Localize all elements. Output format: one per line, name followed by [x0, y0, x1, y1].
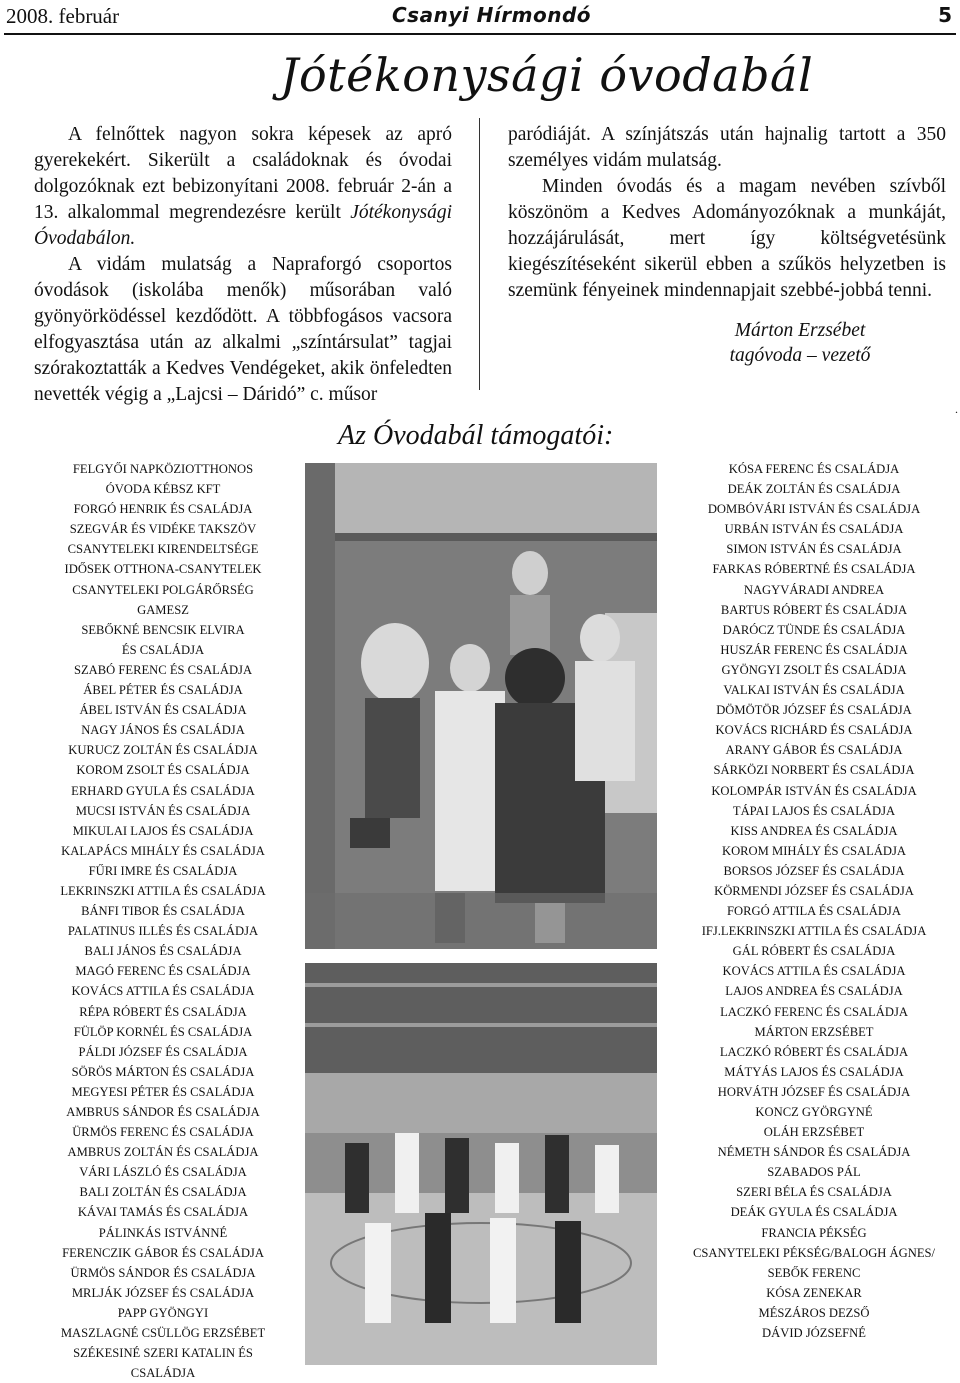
page-number: 5: [938, 3, 952, 27]
article-title: Jótékonysági óvodabál: [280, 48, 814, 102]
sponsor-name: MRLJÁK JÓZSEF ÉS CSALÁDJA: [71, 1285, 255, 1300]
signature-name: Márton Erzsébet: [734, 320, 866, 341]
sponsor-name: SÁRKÖZI NORBERT ÉS CSALÁDJA: [713, 763, 915, 778]
sponsor-name: PAPP GYÖNGYI: [117, 1305, 209, 1320]
paragraph: A vidám mulatság a Napraforgó csoportos óvodások (iskolába menők) műsorában való gyönyörködéssel kezdődött. A többfogásos vacsora elfogyasztása után az alkalmi „színtársulat” tagjai szórakoztatták a Kedves Vendégeket, akik önfeledten nevették végig a „Lajcsi – Dáridó” c. műsor: [34, 254, 452, 405]
sponsor-name: FORGÓ HENRIK ÉS CSALÁDJA: [73, 502, 253, 517]
sponsor-name: TÁPAI LAJOS ÉS CSALÁDJA: [732, 803, 896, 818]
sponsor-name: MEGYESI PÉTER ÉS CSALÁDJA: [71, 1084, 255, 1099]
sponsor-name: MÁRTON ERZSÉBET: [754, 1024, 874, 1039]
sponsor-name: KOVÁCS ATTILA ÉS CSALÁDJA: [71, 984, 255, 999]
sponsor-name: CSANYTELEKI PÉKSÉG/BALOGH ÁGNES/: [692, 1245, 936, 1260]
sponsor-name: FERENCZIK GÁBOR ÉS CSALÁDJA: [62, 1245, 264, 1260]
sponsor-name: SEBŐKNÉ BENCSIK ELVIRA: [81, 622, 245, 637]
sponsor-name: VÁRI LÁSZLÓ ÉS CSALÁDJA: [79, 1165, 247, 1180]
sponsor-name: FORGÓ ATTILA ÉS CSALÁDJA: [727, 904, 901, 919]
sponsor-name: ÁBEL PÉTER ÉS CSALÁDJA: [83, 683, 243, 698]
sponsor-name: CSALÁDJA: [130, 1366, 196, 1381]
sponsor-name: BARTUS RÓBERT ÉS CSALÁDJA: [720, 602, 908, 617]
sponsor-name: IDŐSEK OTTHONA-CSANYTELEK: [64, 562, 262, 577]
sponsor-name: LAJOS ANDREA ÉS CSALÁDJA: [725, 984, 903, 999]
sponsor-name: MAGÓ FERENC ÉS CSALÁDJA: [75, 964, 251, 979]
header-rule: [4, 33, 956, 35]
sponsor-name: KURUCZ ZOLTÁN ÉS CSALÁDJA: [68, 743, 258, 758]
column-divider: [479, 118, 480, 390]
sponsor-name: GAMESZ: [137, 602, 189, 617]
sponsor-name: SZERI BÉLA ÉS CSALÁDJA: [736, 1185, 892, 1200]
paragraph: Minden óvodás és a magam nevében szívből köszönöm a Kedves Adományozóknak a munkáját, hozzájárulását, mert így költségvetésünk kiegészítéseként sikerül ebben a szűkös helyzetben is szemünk fényeinek mindennapjait szebbé-jobbá tenni.: [508, 176, 946, 301]
sponsor-name: KOVÁCS RICHÁRD ÉS CSALÁDJA: [715, 723, 913, 738]
sponsor-name: LACZKÓ RÓBERT ÉS CSALÁDJA: [719, 1044, 909, 1059]
sponsor-name: ÉS CSALÁDJA: [121, 642, 205, 657]
page-header: [0, 0, 960, 36]
children-dance-photo: [305, 963, 657, 1365]
sponsor-name: MUCSI ISTVÁN ÉS CSALÁDJA: [75, 803, 251, 818]
sponsor-name: ERHARD GYULA ÉS CSALÁDJA: [71, 783, 255, 798]
sponsor-name: FARKAS RÓBERTNÉ ÉS CSALÁDJA: [712, 562, 916, 577]
sponsor-name: FŰRI IMRE ÉS CSALÁDJA: [88, 863, 238, 878]
sponsor-name: ÁBEL ISTVÁN ÉS CSALÁDJA: [79, 703, 247, 718]
sponsor-name: ÜRMÖS FERENC ÉS CSALÁDJA: [72, 1125, 254, 1140]
sponsor-name: SZEGVÁR ÉS VIDÉKE TAKSZÖV: [69, 522, 257, 537]
article-right-column: [508, 122, 946, 304]
sponsor-name: LACZKÓ FERENC ÉS CSALÁDJA: [720, 1004, 908, 1019]
sponsor-name: SZABADOS PÁL: [767, 1165, 861, 1180]
sponsor-name: KOLOMPÁR ISTVÁN ÉS CSALÁDJA: [711, 783, 917, 798]
sponsor-name: URBÁN ISTVÁN ÉS CSALÁDJA: [724, 522, 904, 537]
sponsor-name: CSANYTELEKI POLGÁRŐRSÉG: [72, 582, 254, 597]
sponsor-name: MÁTYÁS LAJOS ÉS CSALÁDJA: [724, 1064, 904, 1079]
sponsors-title: Az Óvodabál támogatói:: [338, 420, 614, 451]
sponsor-list-right: [668, 459, 960, 1343]
issue-date: 2008. február: [6, 4, 120, 28]
sponsor-name: PÁLINKÁS ISTVÁNNÉ: [98, 1225, 228, 1240]
sponsor-name: DEÁK ZOLTÁN ÉS CSALÁDJA: [727, 482, 901, 497]
sponsor-name: NÉMETH SÁNDOR ÉS CSALÁDJA: [717, 1145, 911, 1160]
paragraph: paródiáját. A színjátszás után hajnalig tartott a 350 személyes vidám mulatság.: [508, 124, 946, 171]
sponsor-name: DEÁK GYULA ÉS CSALÁDJA: [730, 1205, 898, 1220]
sponsor-name: KOROM ZSOLT ÉS CSALÁDJA: [76, 763, 250, 778]
publication-title: Csanyi Hírmondó: [392, 3, 592, 27]
sponsor-name: NAGYVÁRADI ANDREA: [743, 582, 885, 597]
sponsor-name: CSANYTELEKI KIRENDELTSÉGE: [67, 542, 259, 557]
sponsor-name: IFJ.LEKRINSZKI ATTILA ÉS CSALÁDJA: [701, 924, 927, 939]
sponsor-name: KALAPÁCS MIHÁLY ÉS CSALÁDJA: [61, 843, 265, 858]
signature-role: tagóvoda – vezető: [729, 345, 871, 366]
sponsor-name: ARANY GÁBOR ÉS CSALÁDJA: [725, 743, 903, 758]
sponsor-name: GÁL RÓBERT ÉS CSALÁDJA: [732, 944, 896, 959]
sponsor-name: AMBRUS ZOLTÁN ÉS CSALÁDJA: [67, 1145, 259, 1160]
sponsor-name: KOROM MIHÁLY ÉS CSALÁDJA: [721, 843, 907, 858]
stray-dot: .: [955, 402, 958, 416]
sponsor-name: BALI JÁNOS ÉS CSALÁDJA: [84, 944, 242, 959]
sponsor-name: SZABÓ FERENC ÉS CSALÁDJA: [73, 662, 253, 677]
sponsor-name: RÉPA RÓBERT ÉS CSALÁDJA: [79, 1004, 247, 1019]
sponsor-list-left: [18, 459, 308, 1383]
paragraph-text: A felnőttek nagyon sokra képesek az apró gyerekekért. Sikerült a családoknak és óvodai dolgozóknak ezt bebizonyítani 2008. február 2-án a 13. alkalommal megrendezésre került: [34, 124, 452, 223]
sponsor-name: PALATINUS ILLÉS ÉS CSALÁDJA: [67, 924, 259, 939]
sponsor-name: VALKAI ISTVÁN ÉS CSALÁDJA: [723, 683, 905, 698]
sponsor-name: KÓSA FERENC ÉS CSALÁDJA: [728, 462, 900, 476]
event-name: Jótékonysági Óvodabálon.: [34, 202, 452, 249]
sponsor-name: GYÖNGYI ZSOLT ÉS CSALÁDJA: [721, 662, 907, 677]
sponsor-name: SZÉKESINÉ SZERI KATALIN ÉS: [73, 1346, 253, 1361]
sponsor-name: FELGYŐI NAPKÖZIOTTHONOS: [72, 462, 254, 476]
sponsor-name: DÁVID JÓZSEFNÉ: [762, 1326, 866, 1341]
sponsor-name: SEBŐK FERENC: [767, 1265, 861, 1280]
sponsor-name: KÁVAI TAMÁS ÉS CSALÁDJA: [77, 1205, 249, 1220]
sponsor-name: DOMBÓVÁRI ISTVÁN ÉS CSALÁDJA: [707, 502, 921, 517]
sponsor-name: AMBRUS SÁNDOR ÉS CSALÁDJA: [66, 1105, 260, 1119]
paragraph: [34, 122, 452, 252]
ball-performance-photo: [305, 463, 657, 949]
sponsor-name: ÓVODA KÉBSZ KFT: [105, 482, 221, 497]
sponsor-name: LEKRINSZKI ATTILA ÉS CSALÁDJA: [60, 883, 266, 898]
sponsor-name: KÓSA ZENEKAR: [766, 1285, 862, 1300]
sponsor-name: MASZLAGNÉ CSÜLLÖG ERZSÉBET: [60, 1326, 266, 1341]
sponsor-name: OLÁH ERZSÉBET: [763, 1125, 865, 1140]
sponsor-name: DÖMÖTÖR JÓZSEF ÉS CSALÁDJA: [716, 703, 912, 718]
sponsor-name: ÜRMÖS SÁNDOR ÉS CSALÁDJA: [70, 1265, 256, 1280]
sponsor-name: FRANCIA PÉKSÉG: [761, 1225, 867, 1240]
sponsor-name: KISS ANDREA ÉS CSALÁDJA: [730, 823, 898, 838]
sponsor-name: KÖRMENDI JÓZSEF ÉS CSALÁDJA: [714, 883, 914, 898]
sponsor-name: NAGY JÁNOS ÉS CSALÁDJA: [81, 723, 245, 738]
sponsor-name: PÁLDI JÓZSEF ÉS CSALÁDJA: [78, 1044, 248, 1059]
sponsor-name: DARÓCZ TÜNDE ÉS CSALÁDJA: [722, 622, 906, 637]
sponsor-name: BÁNFI TIBOR ÉS CSALÁDJA: [81, 904, 245, 919]
sponsor-name: KOVÁCS ATTILA ÉS CSALÁDJA: [722, 964, 906, 979]
sponsor-name: HORVÁTH JÓZSEF ÉS CSALÁDJA: [717, 1084, 911, 1099]
sponsor-name: FÜLÖP KORNÉL ÉS CSALÁDJA: [73, 1024, 253, 1039]
signature: [700, 318, 900, 368]
sponsor-name: SIMON ISTVÁN ÉS CSALÁDJA: [726, 542, 902, 557]
article-left-column: [34, 122, 452, 408]
sponsor-name: HUSZÁR FERENC ÉS CSALÁDJA: [720, 642, 908, 657]
sponsor-name: SÖRÖS MÁRTON ÉS CSALÁDJA: [71, 1064, 255, 1079]
sponsor-name: BORSOS JÓZSEF ÉS CSALÁDJA: [723, 863, 905, 878]
sponsor-name: MÉSZÁROS DEZSŐ: [758, 1305, 870, 1320]
sponsor-name: KONCZ GYÖRGYNÉ: [755, 1105, 873, 1119]
sponsor-name: MIKULAI LAJOS ÉS CSALÁDJA: [72, 823, 254, 838]
sponsor-name: BALI ZOLTÁN ÉS CSALÁDJA: [79, 1185, 247, 1200]
